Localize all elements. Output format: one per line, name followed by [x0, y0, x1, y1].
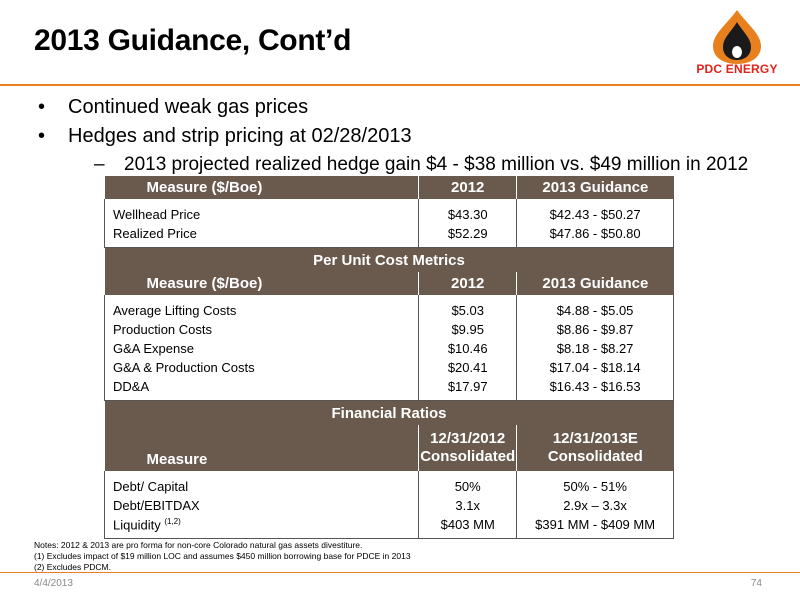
- table-row: [105, 496, 674, 515]
- footnotes: [34, 540, 411, 573]
- footer-date: 4/4/2013: [34, 578, 73, 589]
- row-label: G&A Expense: [105, 339, 419, 358]
- table-row: [105, 377, 674, 401]
- cell-guidance: $8.18 - $8.27: [517, 339, 674, 358]
- section-title: Per Unit Cost Metrics: [105, 248, 674, 273]
- table-row: [105, 320, 674, 339]
- cell-2012: $20.41: [419, 358, 517, 377]
- footer-rule: [0, 572, 800, 573]
- row-label: Production Costs: [105, 320, 419, 339]
- table-row: [105, 471, 674, 496]
- header-line: Consolidated: [420, 448, 516, 465]
- table-row: [105, 339, 674, 358]
- header-rule: [0, 84, 800, 86]
- guidance-table: [104, 176, 674, 539]
- footnote-ref: (1,2): [164, 516, 181, 526]
- table-header-row: [105, 176, 674, 199]
- cell-2012: $5.03: [419, 295, 517, 320]
- section-header-row: [105, 401, 674, 426]
- cell-2012: $403 MM: [419, 515, 517, 539]
- bullet-item: [38, 96, 748, 125]
- table-header-row: [105, 272, 674, 295]
- note-line: (1) Excludes impact of $19 million LOC and assumes $450 million borrowing base for PDCE in 2013: [34, 551, 411, 561]
- cell-guidance: $8.86 - $9.87: [517, 320, 674, 339]
- cell-guidance: $42.43 - $50.27: [517, 199, 674, 224]
- column-header: Measure: [105, 425, 419, 471]
- table-row: [105, 358, 674, 377]
- row-label: Debt/ Capital: [105, 471, 419, 496]
- column-header: 2012: [419, 176, 517, 199]
- cell-2012: $10.46: [419, 339, 517, 358]
- bullet-text: Continued weak gas prices: [68, 96, 309, 118]
- column-header: Measure ($/Boe): [105, 272, 419, 295]
- logo-text: PDC ENERGY: [696, 62, 778, 76]
- bullet-item: [38, 125, 748, 154]
- cell-guidance: $47.86 - $50.80: [517, 224, 674, 248]
- row-label: Average Lifting Costs: [105, 295, 419, 320]
- section-header-row: [105, 248, 674, 273]
- table-row: [105, 199, 674, 224]
- row-label: Wellhead Price: [105, 199, 419, 224]
- slide-title: 2013 Guidance, Cont’d: [34, 24, 352, 57]
- cell-guidance: $16.43 - $16.53: [517, 377, 674, 401]
- column-header: 2013 Guidance: [517, 272, 674, 295]
- company-logo: [683, 8, 791, 82]
- cell-2013e: 50% - 51%: [517, 471, 674, 496]
- header-line: 12/31/2012: [430, 430, 506, 447]
- row-label: DD&A: [105, 377, 419, 401]
- page-number: 74: [750, 578, 762, 589]
- header-line: 12/31/2013E: [552, 430, 638, 447]
- cell-2012: 3.1x: [419, 496, 517, 515]
- bullet-dot: •: [38, 96, 46, 118]
- note-line: Notes: 2012 & 2013 are pro forma for non-core Colorado natural gas assets divestiture.: [34, 540, 363, 550]
- bullet-list: [38, 96, 748, 180]
- header-line: Consolidated: [547, 448, 643, 465]
- sub-bullet-dash: –: [94, 154, 105, 175]
- row-label: Liquidity: [113, 517, 161, 533]
- section-title: Financial Ratios: [105, 401, 674, 426]
- column-header: 2013 Guidance: [517, 176, 674, 199]
- cell-guidance: $4.88 - $5.05: [517, 295, 674, 320]
- cell-2012: $52.29: [419, 224, 517, 248]
- cell-guidance: $17.04 - $18.14: [517, 358, 674, 377]
- row-label: G&A & Production Costs: [105, 358, 419, 377]
- cell-2013e: $391 MM - $409 MM: [517, 515, 674, 539]
- cell-2012: $9.95: [419, 320, 517, 339]
- column-header: Measure ($/Boe): [105, 176, 419, 199]
- note-line: (2) Excludes PDCM.: [34, 562, 111, 572]
- bullet-text: Hedges and strip pricing at 02/28/2013: [68, 125, 412, 147]
- row-label: Realized Price: [105, 224, 419, 248]
- bullet-dot: •: [38, 125, 46, 147]
- table-row: [105, 224, 674, 248]
- cell-2012: $43.30: [419, 199, 517, 224]
- sub-bullet-text: 2013 projected realized hedge gain $4 - $38 million vs. $49 million in 2012: [124, 154, 749, 175]
- cell-2012: $17.97: [419, 377, 517, 401]
- cell-2013e: 2.9x – 3.3x: [517, 496, 674, 515]
- table-row: [105, 295, 674, 320]
- column-header: 2012: [419, 272, 517, 295]
- cell-2012: 50%: [419, 471, 517, 496]
- row-label: Debt/EBITDAX: [105, 496, 419, 515]
- column-header: [419, 425, 517, 471]
- table-row: [105, 515, 674, 539]
- table-header-row: [105, 425, 674, 471]
- column-header: [517, 425, 674, 471]
- flame-drop-icon: [683, 8, 791, 64]
- row-label-cell: [105, 515, 419, 539]
